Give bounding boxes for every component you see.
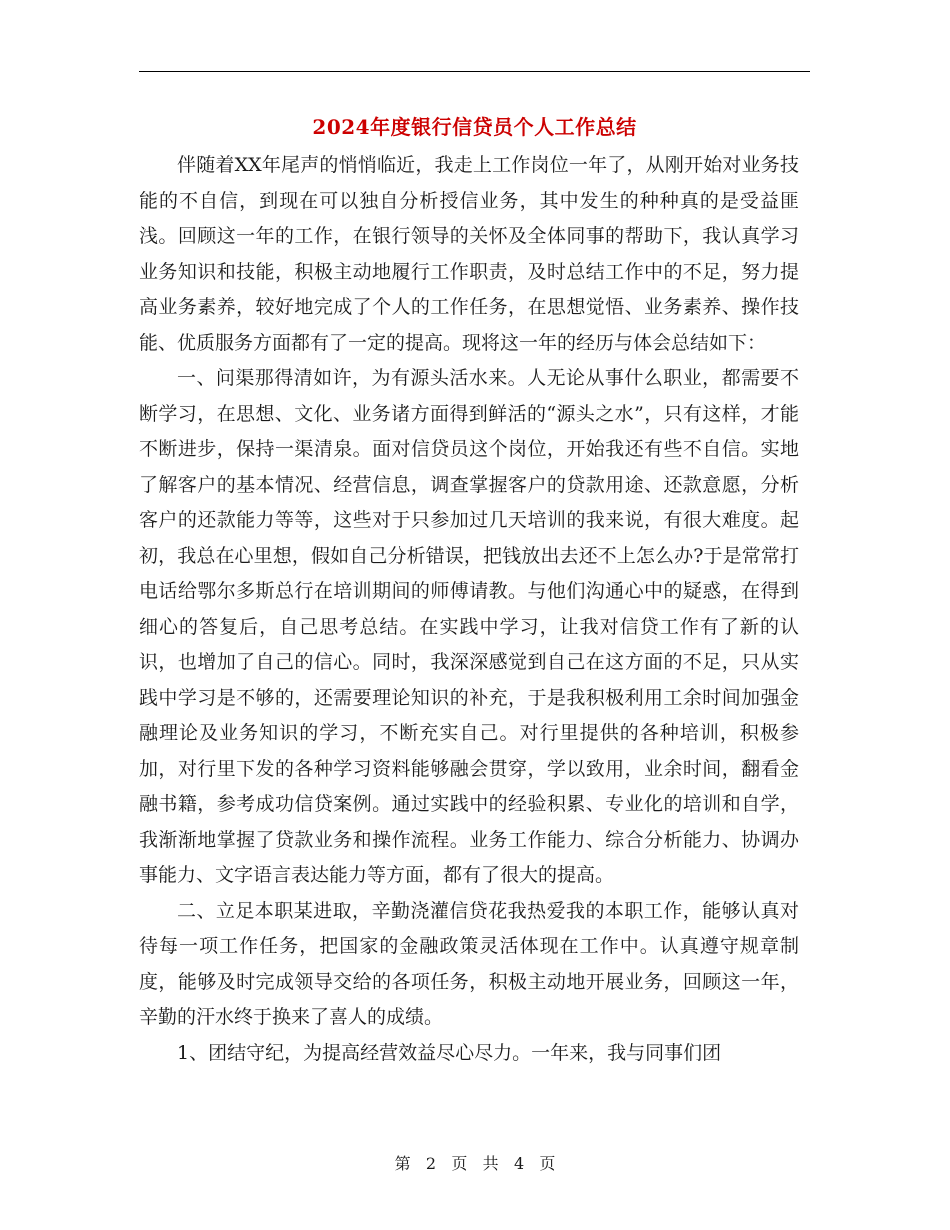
paragraph-intro: 伴随着XX年尾声的悄悄临近，我走上工作岗位一年了，从刚开始对业务技能的不自信，到现在可以独自分析授信业务，其中发生的种种真的是受益匪浅。回顾这一年的工作，在银行领导的关怀及全体同事的帮助下，我认真学习业务知识和技能，积极主动地履行工作职责，及时总结工作中的不足，努力提高业务素养，较好地完成了个人的工作任务，在思想觉悟、业务素养、操作技能、优质服务方面都有了一定的提高。现将这一年的经历与体会总结如下： [139,154,799,354]
paragraph-item-1: 1、团结守纪，为提高经营效益尽心尽力。一年来，我与同事们团 [177,1041,722,1064]
paragraph-section-2: 二、立足本职某进取，辛勤浇灌信贷花我热爱我的本职工作，能够认真对待每一项工作任务，把国家的金融政策灵活体现在工作中。认真遵守规章制度，能够及时完成领导交给的各项任务，积极主动地开展业务，回顾这一年，辛勤的汗水终于换来了喜人的成绩。 [139,899,799,1028]
footer-suffix: 页 [539,1154,556,1173]
document-body [139,148,799,1071]
page-footer [0,1152,950,1176]
document-title: 2024年度银行信贷员个人工作总结 [312,115,637,139]
footer-mid1: 页 [451,1154,468,1173]
footer-prefix: 第 [394,1154,411,1173]
paragraph-section-1: 一、问渠那得清如许，为有源头活水来。人无论从事什么职业，都需要不断学习，在思想、文化、业务诸方面得到鲜活的“源头之水”，只有这样，才能不断进步，保持一渠清泉。面对信贷员这个岗位，开始我还有些不自信。实地了解客户的基本情况、经营信息，调查掌握客户的贷款用途、还款意愿，分析客户的还款能力等等，这些对于只参加过几天培训的我来说，有很大难度。起初，我总在心里想，假如自己分析错误，把钱放出去还不上怎么办?于是常常打电话给鄂尔多斯总行在培训期间的师傅请教。与他们沟通心中的疑惑，在得到细心的答复后，自己思考总结。在实践中学习，让我对信贷工作有了新的认识，也增加了自己的信心。同时，我深深感觉到自己在这方面的不足，只从实践中学习是不够的，还需要理论知识的补充，于是我积极利用工余时间加强金融理论及业务知识的学习，不断充实自己。对行里提供的各种培训，积极参加，对行里下发的各种学习资料能够融会贯穿，学以致用，业余时间，翻看金融书籍，参考成功信贷案例。通过实践中的经验积累、专业化的培训和自学，我渐渐地掌握了贷款业务和操作流程。业务工作能力、综合分析能力、协调办事能力、文字语言表达能力等方面，都有了很大的提高。 [139,367,799,886]
footer-total-pages: 4 [513,1154,525,1173]
footer-mid2: 共 [482,1154,499,1173]
header-rule [139,71,810,72]
footer-current-page: 2 [425,1154,437,1173]
